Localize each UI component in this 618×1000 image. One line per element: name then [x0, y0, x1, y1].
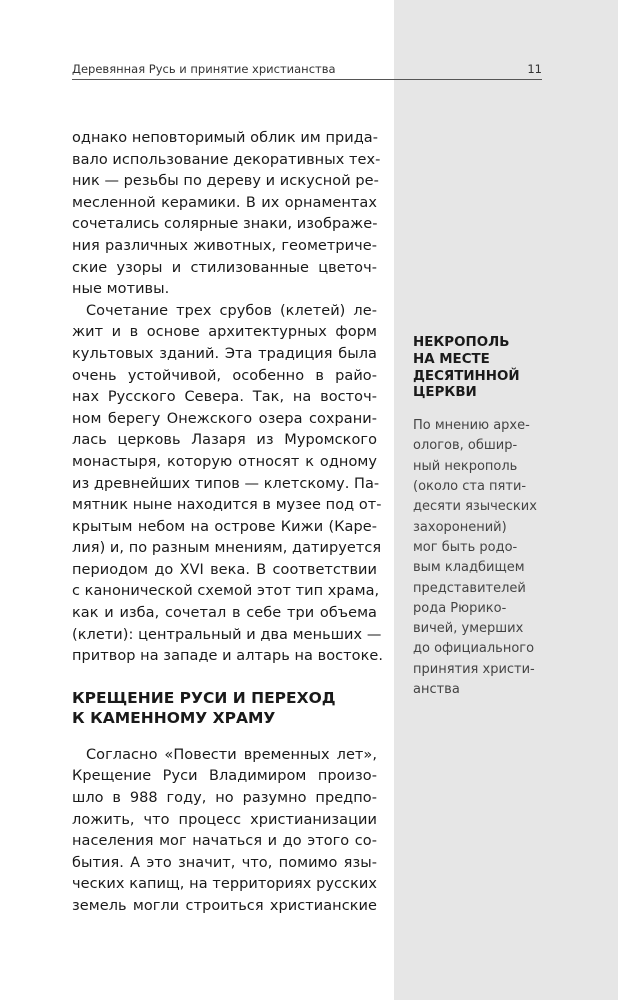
sidebar-text-line: анства: [413, 682, 460, 698]
text-line: ные мотивы.: [72, 281, 170, 298]
sidebar-text-line: вичей, умерших: [413, 621, 524, 637]
sidebar-title-line: НА МЕСТЕ: [413, 351, 490, 367]
main-column: [72, 128, 384, 918]
text-line: крытым небом на острове Кижи (Каре-: [72, 518, 377, 535]
sidebar-text-line: ологов, обшир-: [413, 438, 518, 454]
text-line: шло в 988 году, но разумно предпо-: [72, 790, 377, 807]
text-line: с канонической схемой этот тип храма,: [72, 583, 380, 600]
sidebar-note: [413, 335, 553, 700]
section-heading-line: К КАМЕННОМУ ХРАМУ: [72, 709, 276, 728]
text-line: ник — резьбы по дереву и искусной ре-: [72, 173, 379, 190]
text-line: лась церковь Лазаря из Муромского: [72, 432, 377, 449]
sidebar-text-line: представителей: [413, 580, 526, 596]
paragraph-3: [72, 745, 377, 918]
text-line: периодом до XVI века. В соответствии: [72, 561, 377, 578]
header-rule: [72, 79, 542, 80]
sidebar-title-line: ЦЕРКВИ: [413, 385, 477, 401]
section-heading-line: КРЕЩЕНИЕ РУСИ И ПЕРЕХОД: [72, 688, 336, 707]
text-line: однако неповторимый облик им прида-: [72, 130, 379, 146]
text-line: Крещение Руси Владимиром произо-: [72, 768, 377, 785]
text-line: месленной керамики. В их орнаментах: [72, 194, 377, 211]
sidebar-text-line: захоронений): [413, 519, 507, 535]
text-line: ложить, что процесс христианизации: [72, 811, 377, 828]
page-number: 11: [527, 62, 542, 76]
text-line: (клети): центральный и два меньших —: [72, 626, 382, 643]
sidebar-text-line: (около ста пяти-: [413, 479, 527, 495]
text-line: Согласно «Повести временных лет»,: [86, 746, 377, 763]
text-line: монастыря, которую относят к одному: [72, 453, 377, 470]
sidebar-text: [413, 416, 553, 700]
text-line: ном берегу Онежского озера сохрани-: [72, 410, 377, 427]
text-line: ческих капищ, на территориях русских: [72, 876, 377, 893]
text-line: притвор на западе и алтарь на востоке.: [72, 648, 384, 665]
text-line: ния различных животных, геометриче-: [72, 237, 377, 254]
text-line: вало использование декоративных тех-: [72, 151, 381, 168]
text-line: культовых зданий. Эта традиция была: [72, 345, 377, 362]
sidebar-text-line: ный некрополь: [413, 458, 518, 474]
text-line: лия) и, по разным мнениям, датируется: [72, 540, 382, 557]
text-line: мятник ныне находится в музее под от-: [72, 497, 382, 514]
text-line: населения мог начаться и до этого со-: [72, 833, 377, 850]
paragraph-2: [72, 301, 384, 668]
sidebar-text-line: рода Рюрико-: [413, 600, 507, 616]
sidebar-text-line: По мнению архе-: [413, 418, 530, 434]
text-line: ские узоры и стилизованные цветоч-: [72, 259, 377, 276]
section-heading: [72, 688, 377, 729]
text-line: как и изба, сочетал в себе три объема: [72, 605, 377, 622]
running-title: Деревянная Русь и принятие христианства: [72, 62, 336, 76]
text-line: жит и в основе архитектурных форм: [72, 324, 377, 341]
sidebar-title-line: ДЕСЯТИННОЙ: [413, 368, 520, 384]
text-line: бытия. А это значит, что, помимо язы-: [72, 854, 377, 871]
sidebar-title-line: НЕКРОПОЛЬ: [413, 335, 510, 350]
sidebar-text-line: принятия христи-: [413, 661, 535, 677]
sidebar-text-line: десяти языческих: [413, 499, 537, 515]
text-line: сочетались солярные знаки, изображе-: [72, 216, 378, 233]
text-line: Сочетание трех срубов (клетей) ле-: [86, 302, 377, 319]
text-line: земель могли строиться христианские: [72, 898, 377, 914]
text-line: из древнейших типов — клетскому. Па-: [72, 475, 380, 492]
text-line: нах Русского Севера. Так, на восточ-: [72, 389, 377, 406]
text-line: очень устойчивой, особенно в райо-: [72, 367, 377, 384]
sidebar-text-line: до официального: [413, 641, 535, 657]
sidebar-text-line: вым кладбищем: [413, 560, 525, 576]
sidebar-text-line: мог быть родо-: [413, 539, 518, 555]
sidebar-title: [413, 335, 553, 402]
paragraph-1: [72, 128, 381, 301]
